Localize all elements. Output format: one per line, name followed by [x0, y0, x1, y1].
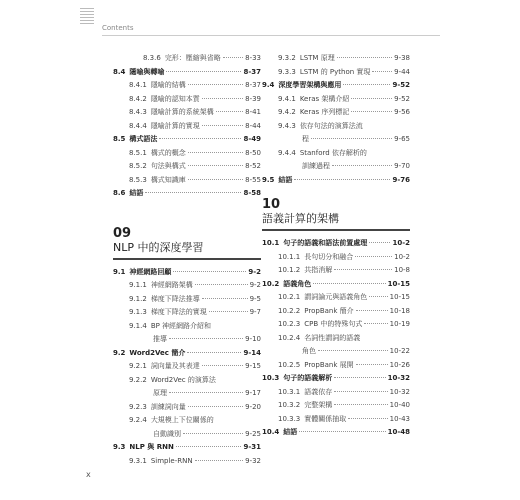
leader-dots [202, 365, 243, 366]
toc-entry[interactable] [262, 133, 410, 147]
toc-entry[interactable] [113, 147, 261, 161]
entry-label: 深度學習架構與應用 [278, 81, 342, 89]
entry-number: 8.3.6 [143, 54, 161, 62]
leader-dots [188, 84, 243, 85]
entry-label: Word2Vec 的演算法 [150, 375, 216, 384]
leader-dots [169, 338, 243, 339]
entry-label: 完整架構 [304, 401, 333, 409]
leader-dots [313, 283, 385, 284]
entry-page: 9-2 [249, 281, 261, 289]
entry-number: 8.4.1 [129, 81, 147, 89]
entry-number: 9.3.3 [278, 67, 296, 76]
toc-entry[interactable] [113, 79, 261, 93]
entry-label: 語義角色 [283, 279, 312, 288]
entry-page: 9-17 [245, 389, 261, 397]
entry-label: 構式的概念 [150, 148, 186, 157]
entry-label: 推導 [153, 335, 167, 343]
leader-dots [188, 179, 243, 180]
entry-label: PropBank 簡介 [304, 306, 354, 315]
entry-number: 9.4.1 [278, 94, 296, 103]
toc-entry[interactable] [113, 306, 261, 320]
entry-label: LSTM 原理 [299, 54, 335, 62]
leader-dots [299, 431, 385, 432]
entry-number: 9.5 [262, 175, 275, 184]
toc-entry[interactable] [262, 66, 410, 80]
entry-number: 8.4.3 [129, 108, 147, 116]
entry-number: 9.3.1 [129, 456, 147, 465]
entry-number: 8.5.1 [129, 148, 147, 157]
toc-entry[interactable] [262, 278, 410, 292]
entry-page: 10-32 [389, 387, 410, 396]
toc-entry[interactable] [113, 455, 261, 469]
entry-label: 完形：壓縮與省略 [164, 54, 221, 62]
entry-label: 結語 [283, 428, 298, 436]
toc-entry[interactable] [262, 318, 410, 332]
left-top-entries [113, 52, 261, 201]
leader-dots [195, 460, 244, 461]
entry-number: 9.2 [113, 348, 126, 357]
entry-label: 隱喻與轉喻 [129, 67, 165, 76]
entry-page: 10-40 [389, 401, 410, 409]
toc-entry[interactable] [113, 320, 261, 334]
toc-entry[interactable] [262, 399, 410, 413]
entry-label: 構式語法 [129, 135, 158, 143]
entry-page: 10-15 [389, 293, 410, 301]
header-decoration [80, 8, 94, 26]
entry-label: 大規模上下位關係的 [150, 416, 214, 424]
entry-page: 9-5 [249, 294, 261, 303]
leader-dots [356, 364, 388, 365]
entry-number: 8.4.4 [129, 121, 147, 130]
leader-dots [223, 57, 243, 58]
entry-label: 隱喻計算的實現 [150, 121, 200, 130]
entry-number: 9.2.2 [129, 375, 147, 384]
toc-entry[interactable] [113, 401, 261, 415]
toc-entry[interactable] [113, 347, 261, 361]
toc-entry[interactable] [113, 428, 261, 442]
entry-label: 隱喻計算的系統架構 [150, 108, 214, 116]
leader-dots [364, 323, 387, 324]
entry-page: 9-65 [394, 135, 410, 143]
entry-label: 詞向量及其表達 [150, 362, 200, 370]
toc-entry[interactable] [262, 386, 410, 400]
toc-entry[interactable] [113, 160, 261, 174]
entry-label: CPB 中的特殊句式 [304, 320, 363, 328]
leader-dots [176, 446, 242, 447]
toc-entry[interactable] [262, 147, 410, 161]
leader-dots [332, 165, 392, 166]
toc-entry[interactable] [262, 251, 410, 265]
leader-dots [337, 57, 392, 58]
toc-entry[interactable] [262, 52, 410, 66]
entry-page: 10-15 [387, 279, 410, 288]
entry-number: 10.1 [262, 239, 280, 247]
toc-entry[interactable] [113, 266, 261, 280]
entry-label: 神經網路回顧 [129, 267, 172, 276]
leader-dots [355, 256, 392, 257]
leader-dots [195, 284, 248, 285]
entry-page: 9-70 [394, 162, 410, 170]
entry-page: 8-41 [245, 108, 261, 116]
entry-label: 神經網路架構 [150, 281, 193, 289]
toc-entry[interactable] [113, 120, 261, 134]
entry-page: 9-7 [249, 308, 261, 316]
entry-number: 9.2.4 [129, 416, 147, 424]
entry-label: 梯度下降法的實現 [150, 308, 207, 316]
entry-number: 10.2.1 [278, 293, 301, 301]
entry-number: 10.1.2 [278, 266, 301, 274]
entry-label: 實體關係抽取 [304, 414, 347, 423]
entry-label: 長句切分和融合 [304, 252, 354, 261]
leader-dots [334, 377, 385, 378]
entry-page: 9-52 [392, 81, 410, 89]
entry-page: 8-55 [245, 175, 261, 184]
toc-entry[interactable] [262, 332, 410, 346]
header-title: Contents [102, 24, 134, 32]
entry-label: 訓練詞向量 [150, 402, 186, 411]
leader-dots [334, 269, 392, 270]
leader-dots [334, 404, 387, 405]
chapter-number: 09 [113, 225, 132, 241]
entry-label: 結語 [278, 175, 293, 184]
entry-page: 9-38 [394, 54, 410, 62]
page-marker: x [86, 470, 91, 479]
entry-page: 8-52 [245, 162, 261, 170]
entry-label: 隱喻的結構 [150, 81, 186, 89]
entry-page: 9-20 [245, 402, 261, 411]
entry-label: BP 神經網路介紹和 [150, 321, 212, 330]
entry-number: 9.4.3 [278, 121, 296, 130]
toc-entry[interactable] [113, 293, 261, 307]
leader-dots [351, 111, 392, 112]
toc-entry[interactable] [262, 93, 410, 107]
toc-entry[interactable] [262, 291, 410, 305]
entry-number: 9.1.3 [129, 308, 147, 316]
toc-entry[interactable] [113, 374, 261, 388]
entry-number: 10.1.1 [278, 252, 301, 261]
entry-page: 10-2 [392, 239, 410, 247]
entry-number: 10.2.4 [278, 333, 301, 342]
right-column [262, 52, 410, 440]
entry-label: 句法與構式 [150, 162, 186, 170]
leader-dots [166, 71, 241, 72]
entry-label: 訓練過程 [302, 162, 330, 170]
leader-dots [169, 392, 243, 393]
entry-number: 10.3 [262, 374, 280, 382]
entry-page: 8-37 [243, 67, 261, 76]
leader-dots [187, 352, 241, 353]
leader-dots [188, 152, 243, 153]
toc-entry[interactable] [262, 413, 410, 427]
entry-number: 9.1.2 [129, 294, 147, 303]
entry-label: 梯度下降法推導 [150, 294, 200, 303]
left-bottom-entries [113, 266, 261, 469]
entry-label: 共指消解 [304, 266, 333, 274]
entry-label: 構式知識庫 [150, 175, 186, 184]
entry-page: 10-32 [387, 374, 410, 382]
entry-page: 10-18 [389, 306, 410, 315]
entry-number: 9.4.2 [278, 108, 296, 116]
toc-entry[interactable] [113, 66, 261, 80]
entry-number: 8.4.2 [129, 94, 147, 103]
leader-dots [159, 138, 241, 139]
entry-number: 8.5 [113, 135, 126, 143]
leader-dots [188, 165, 243, 166]
entry-label: 依存句法的演算法流 [299, 121, 363, 130]
leader-dots [294, 179, 390, 180]
entry-page: 9-10 [245, 335, 261, 343]
entry-number: 10.2 [262, 279, 280, 288]
toc-entry[interactable] [262, 79, 410, 93]
toc-entry[interactable] [113, 52, 261, 66]
entry-label: Stanford 依存解析的 [299, 148, 367, 157]
entry-number: 9.4 [262, 81, 275, 89]
entry-label: 程 [302, 135, 309, 143]
toc-entry[interactable] [262, 305, 410, 319]
toc-entry[interactable] [262, 237, 410, 251]
entry-page: 8-37 [245, 81, 261, 89]
entry-number: 8.4 [113, 67, 126, 76]
leader-dots [369, 242, 390, 243]
entry-label: Keras 架構介紹 [299, 94, 350, 103]
toc-entry[interactable] [113, 133, 261, 147]
leader-dots [372, 71, 392, 72]
entry-label: 句子的語義解析 [283, 374, 333, 382]
entry-number: 8.5.2 [129, 162, 147, 170]
chapter-title: NLP 中的深度學習 [113, 240, 204, 254]
entry-number: 10.3.1 [278, 387, 301, 396]
leader-dots [334, 391, 387, 392]
entry-page: 9-56 [394, 108, 410, 116]
toc-entry[interactable] [113, 93, 261, 107]
entry-label: 名詞性謂詞的語義 [304, 333, 361, 342]
chapter-number: 10 [262, 197, 281, 212]
entry-number: 10.2.5 [278, 360, 301, 369]
toc-entry[interactable] [262, 174, 410, 188]
toc-entry[interactable] [113, 279, 261, 293]
leader-dots [173, 271, 246, 272]
toc-entry[interactable] [113, 187, 261, 201]
leader-dots [183, 433, 243, 434]
leader-dots [318, 350, 388, 351]
header-rule [102, 35, 440, 36]
toc-entry[interactable] [262, 359, 410, 373]
entry-number: 8.5.3 [129, 175, 147, 184]
entry-page: 10-26 [389, 360, 410, 369]
entry-page: 9-44 [394, 67, 410, 76]
entry-page: 10-48 [387, 428, 410, 436]
leader-dots [145, 192, 241, 193]
toc-entry[interactable] [262, 160, 410, 174]
toc-entry[interactable] [262, 372, 410, 386]
entry-number: 9.4.4 [278, 148, 296, 157]
entry-label: 語義依存 [304, 387, 333, 396]
chapter-title: 語義計算的架構 [262, 212, 339, 225]
leader-dots [209, 311, 248, 312]
entry-label: 結語 [129, 189, 144, 197]
entry-label: 原理 [153, 389, 167, 397]
toc-entry[interactable] [113, 174, 261, 188]
entry-page: 9-14 [243, 348, 261, 357]
entry-label: Word2Vec 簡介 [129, 348, 186, 357]
leader-dots [188, 406, 243, 407]
entry-label: Keras 序列標記 [299, 108, 350, 116]
toc-entry[interactable] [262, 426, 410, 440]
entry-number: 9.1.4 [129, 321, 147, 330]
toc-entry[interactable] [113, 414, 261, 428]
entry-page: 10-2 [394, 252, 410, 261]
entry-number: 8.6 [113, 189, 126, 197]
leader-dots [348, 418, 387, 419]
entry-number: 9.2.1 [129, 362, 147, 370]
toc-entry[interactable] [262, 120, 410, 134]
entry-number: 10.4 [262, 428, 280, 436]
toc-entry[interactable] [262, 345, 410, 359]
entry-number: 10.3.2 [278, 401, 301, 409]
chapter-rule [113, 258, 261, 260]
leader-dots [356, 310, 388, 311]
leader-dots [202, 298, 248, 299]
leader-dots [369, 296, 387, 297]
left-column [113, 52, 261, 468]
entry-page: 8-33 [245, 54, 261, 62]
right-bottom-entries [262, 237, 410, 440]
entry-label: NLP 與 RNN [129, 443, 174, 451]
entry-page: 9-31 [243, 443, 261, 451]
entry-page: 8-44 [245, 121, 261, 130]
entry-label: PropBank 展開 [304, 360, 354, 369]
toc-entry[interactable] [113, 106, 261, 120]
leader-dots [202, 98, 243, 99]
entry-page: 8-50 [245, 148, 261, 157]
entry-page: 9-32 [245, 456, 261, 465]
entry-label: LSTM 的 Python 實現 [299, 67, 371, 76]
leader-dots [351, 98, 392, 99]
entry-page: 10-43 [389, 414, 410, 423]
entry-number: 9.1.1 [129, 281, 147, 289]
entry-label: 謂詞論元與語義角色 [304, 293, 368, 301]
entry-number: 10.3.3 [278, 414, 301, 423]
entry-number: 9.3 [113, 443, 126, 451]
toc-entry[interactable] [262, 106, 410, 120]
leader-dots [311, 138, 392, 139]
entry-page: 10-22 [389, 347, 410, 355]
leader-dots [216, 111, 243, 112]
entry-page: 10-19 [389, 320, 410, 328]
entry-page: 10-8 [394, 266, 410, 274]
entry-label: 角色 [302, 347, 316, 355]
chapter-rule [262, 229, 410, 231]
leader-dots [343, 84, 390, 85]
entry-page: 8-49 [243, 135, 261, 143]
toc-entry[interactable] [113, 333, 261, 347]
right-top-entries [262, 52, 410, 187]
toc-entry[interactable] [113, 360, 261, 374]
toc-entry[interactable] [113, 387, 261, 401]
entry-label: 句子的語義和語法前置處理 [283, 239, 368, 247]
entry-number: 10.2.2 [278, 306, 301, 315]
entry-page: 9-52 [394, 94, 410, 103]
entry-label: 隱喻的認知本質 [150, 94, 200, 103]
leader-dots [202, 125, 243, 126]
entry-page: 9-76 [392, 175, 410, 184]
entry-number: 9.2.3 [129, 402, 147, 411]
entry-label: Simple-RNN [150, 456, 193, 465]
toc-entry[interactable] [262, 264, 410, 278]
entry-page: 9-2 [248, 267, 261, 276]
entry-page: 8-58 [243, 189, 261, 197]
entry-page: 9-25 [245, 429, 261, 438]
entry-page: 8-39 [245, 94, 261, 103]
entry-number: 10.2.3 [278, 320, 301, 328]
entry-page: 9-15 [245, 362, 261, 370]
entry-number: 9.3.2 [278, 54, 296, 62]
entry-number: 9.1 [113, 267, 126, 276]
entry-label: 自動識別 [153, 429, 181, 438]
toc-entry[interactable] [113, 441, 261, 455]
